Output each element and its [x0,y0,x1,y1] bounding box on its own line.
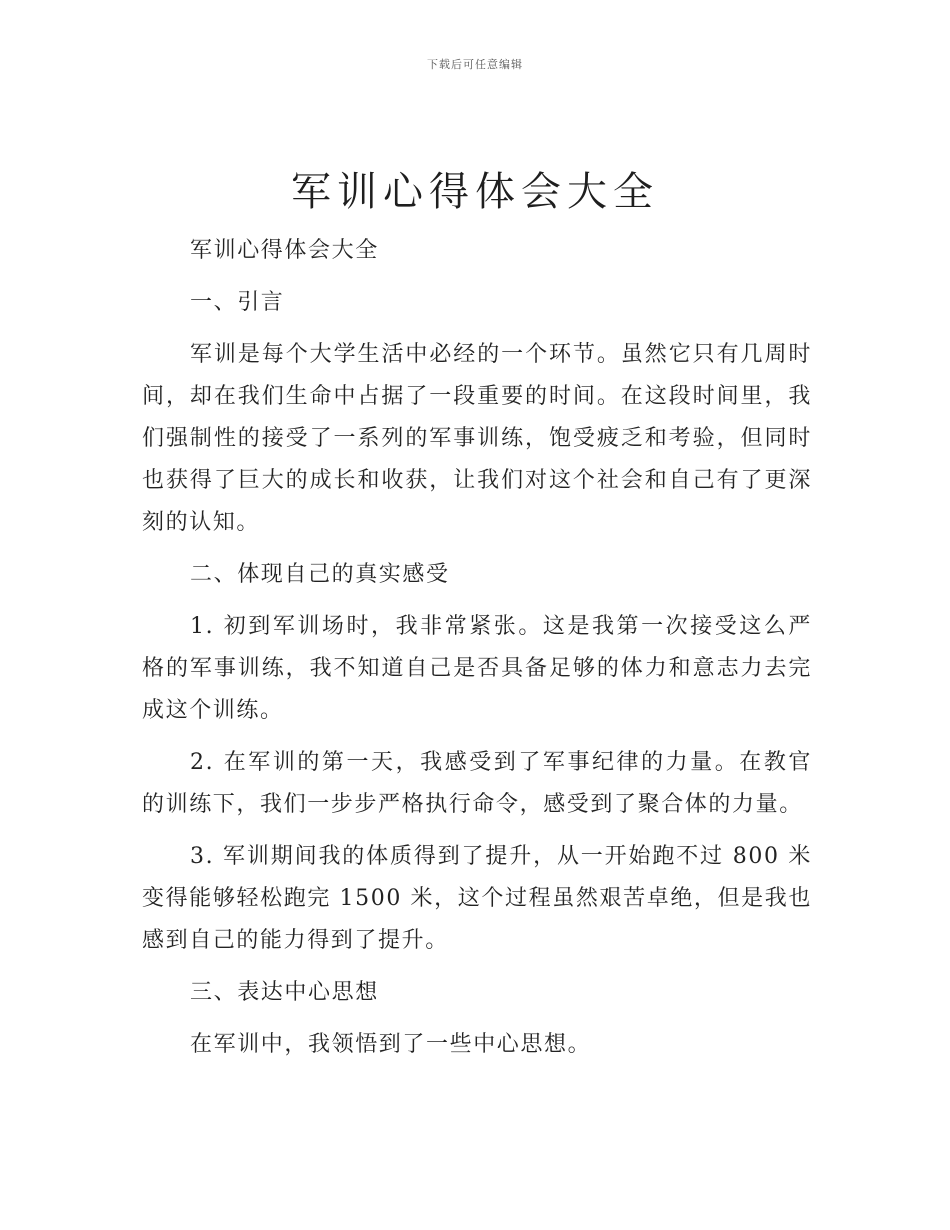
intro-paragraph: 军训是每个大学生活中必经的一个环节。虽然它只有几周时间，却在我们生命中占据了一段重要的时间。在这段时间里，我们强制性的接受了一系列的军事训练，饱受疲乏和考验，但同时也获得了巨大的成长和收获，让我们对这个社会和自己有了更深刻的认知。 [142,342,812,535]
section-heading-intro: 一、引言 [190,290,285,315]
feeling-item-2: 2. 在军训的第一天，我感受到了军事纪律的力量。在教官的训练下，我们一步步严格执行命令，感受到了聚合体的力量。 [142,750,812,817]
central-idea-paragraph: 在军训中，我领悟到了一些中心思想。 [190,1032,592,1057]
feeling-item-3: 3. 军训期间我的体质得到了提升，从一开始跑不过 800 米变得能够轻松跑完 1500 米，这个过程虽然艰苦卓绝，但是我也感到自己的能力得到了提升。 [142,844,812,953]
section-heading-central-idea: 三、表达中心思想 [190,980,379,1005]
section-heading-feelings: 二、体现自己的真实感受 [190,562,450,587]
feeling-item-1: 1. 初到军训场时，我非常紧张。这是我第一次接受这么严格的军事训练，我不知道自己是否具备足够的体力和意志力去完成这个训练。 [142,614,812,723]
header-note: 下载后可任意编辑 [427,58,523,71]
subtitle-paragraph: 军训心得体会大全 [190,238,379,263]
document-body [142,230,812,1076]
document-title: 军训心得体会大全 [291,169,659,215]
